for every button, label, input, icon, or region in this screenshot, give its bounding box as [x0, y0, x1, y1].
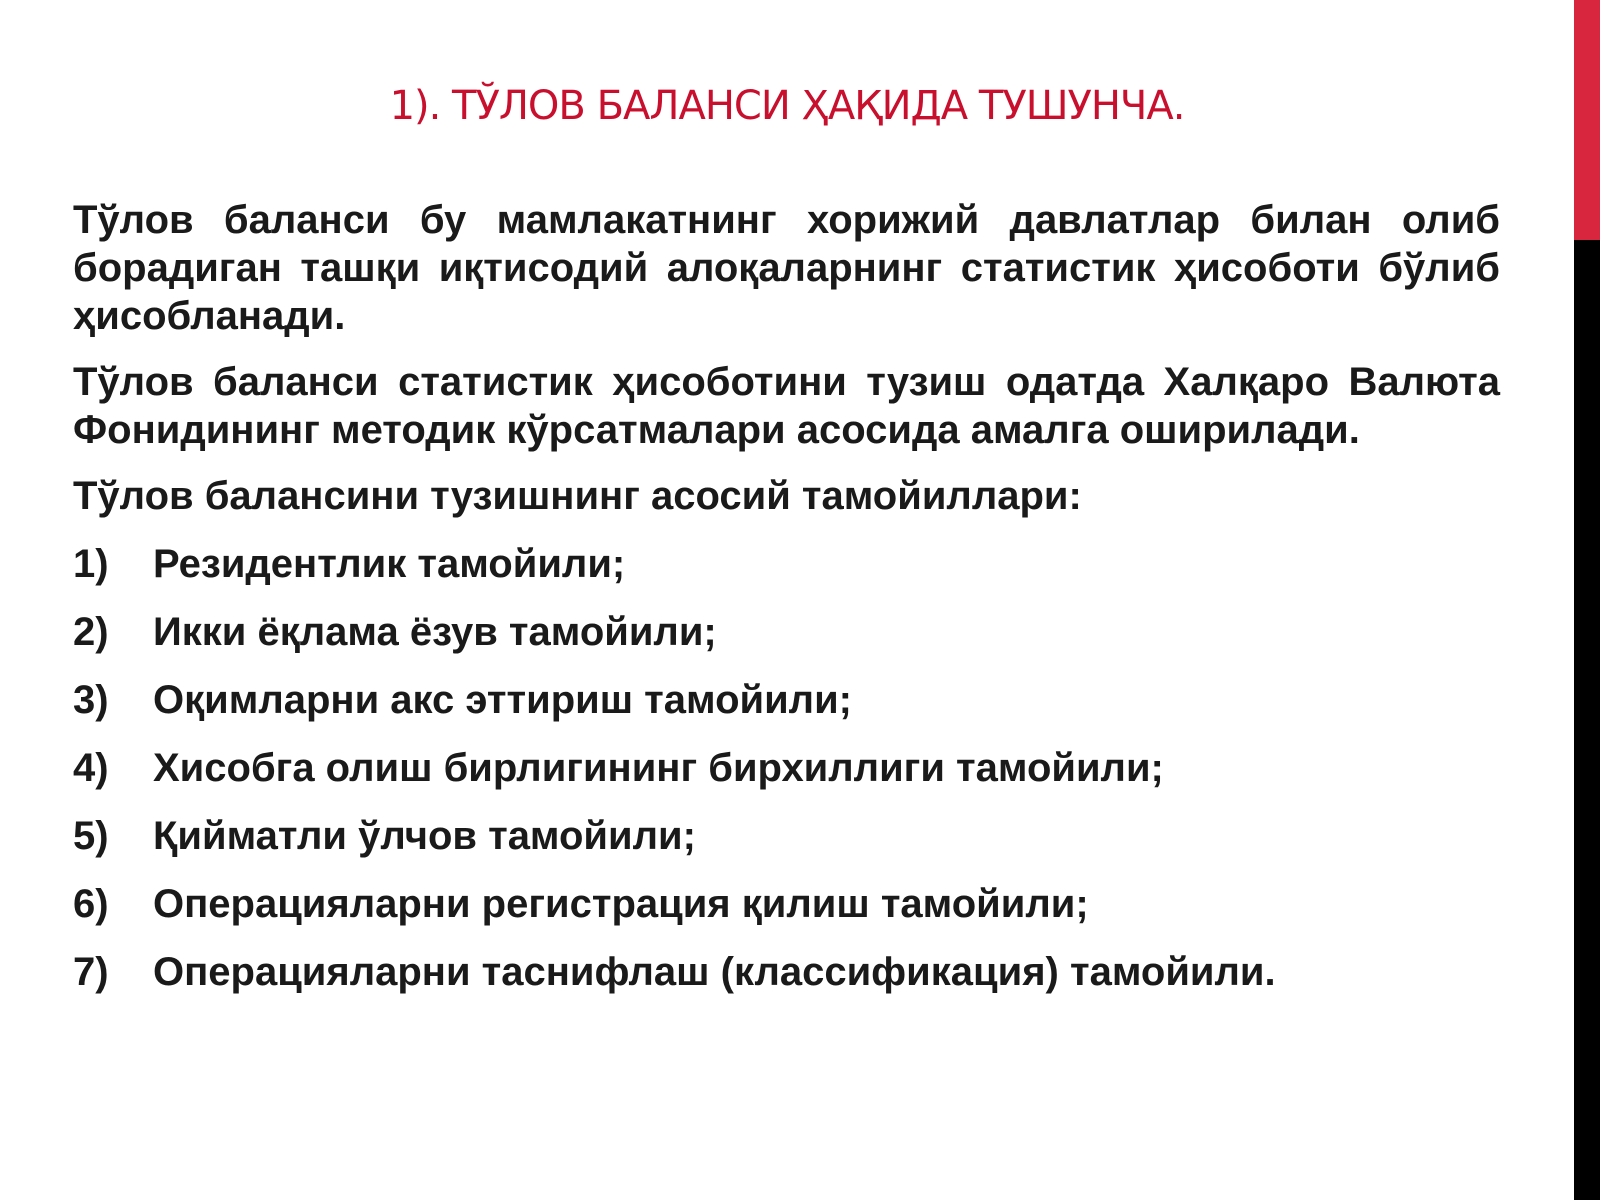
slide-title: 1). ТЎЛОВ БАЛАНСИ ҲАҚИДА ТУШУНЧА.: [389, 83, 1185, 129]
list-item-text: Қийматли ўлчов тамойили;: [153, 814, 696, 858]
list-item: [73, 812, 1500, 860]
principles-list: [73, 540, 1500, 996]
list-item: [73, 744, 1500, 792]
list-item-number: 2): [73, 610, 109, 654]
principles-heading: Тўлов балансини тузишнинг асосий тамойиллари:: [73, 474, 1082, 518]
edge-bar-red-segment: [1574, 0, 1600, 240]
list-item: [73, 880, 1500, 928]
list-item-number: 1): [73, 542, 109, 586]
list-item-text: Операцияларни регистрация қилиш тамойили;: [153, 882, 1089, 926]
list-item: [73, 676, 1500, 724]
list-item-number: 7): [73, 950, 109, 994]
list-item-number: 5): [73, 814, 109, 858]
paragraph-methodology: Тўлов баланси статистик ҳисоботини тузиш одатда Халқаро Валюта Фонидининг методик кўрсатмалари асосида амалга оширилади.: [73, 360, 1500, 452]
list-item-number: 3): [73, 678, 109, 722]
list-item: [73, 608, 1500, 656]
slide-body: [73, 196, 1500, 1016]
slide-edge-bar: [1574, 0, 1600, 1200]
list-item-text: Оқимларни акс эттириш тамойили;: [153, 678, 853, 722]
list-item-text: Операцияларни таснифлаш (классификация) тамойили.: [153, 950, 1276, 994]
list-item: [73, 540, 1500, 588]
list-item-number: 6): [73, 882, 109, 926]
paragraph-definition: Тўлов баланси бу мамлакатнинг хорижий давлатлар билан олиб борадиган ташқи иқтисодий алоқаларнинг статистик ҳисоботи бўлиб ҳисобланади.: [73, 198, 1500, 338]
edge-bar-black-segment: [1574, 240, 1600, 1200]
list-item: [73, 948, 1500, 996]
list-item-number: 4): [73, 746, 109, 790]
list-item-text: Резидентлик тамойили;: [153, 542, 626, 586]
list-item-text: Икки ёқлама ёзув тамойили;: [153, 610, 717, 654]
list-item-text: Хисобга олиш бирлигининг бирхиллиги тамойили;: [153, 746, 1164, 790]
